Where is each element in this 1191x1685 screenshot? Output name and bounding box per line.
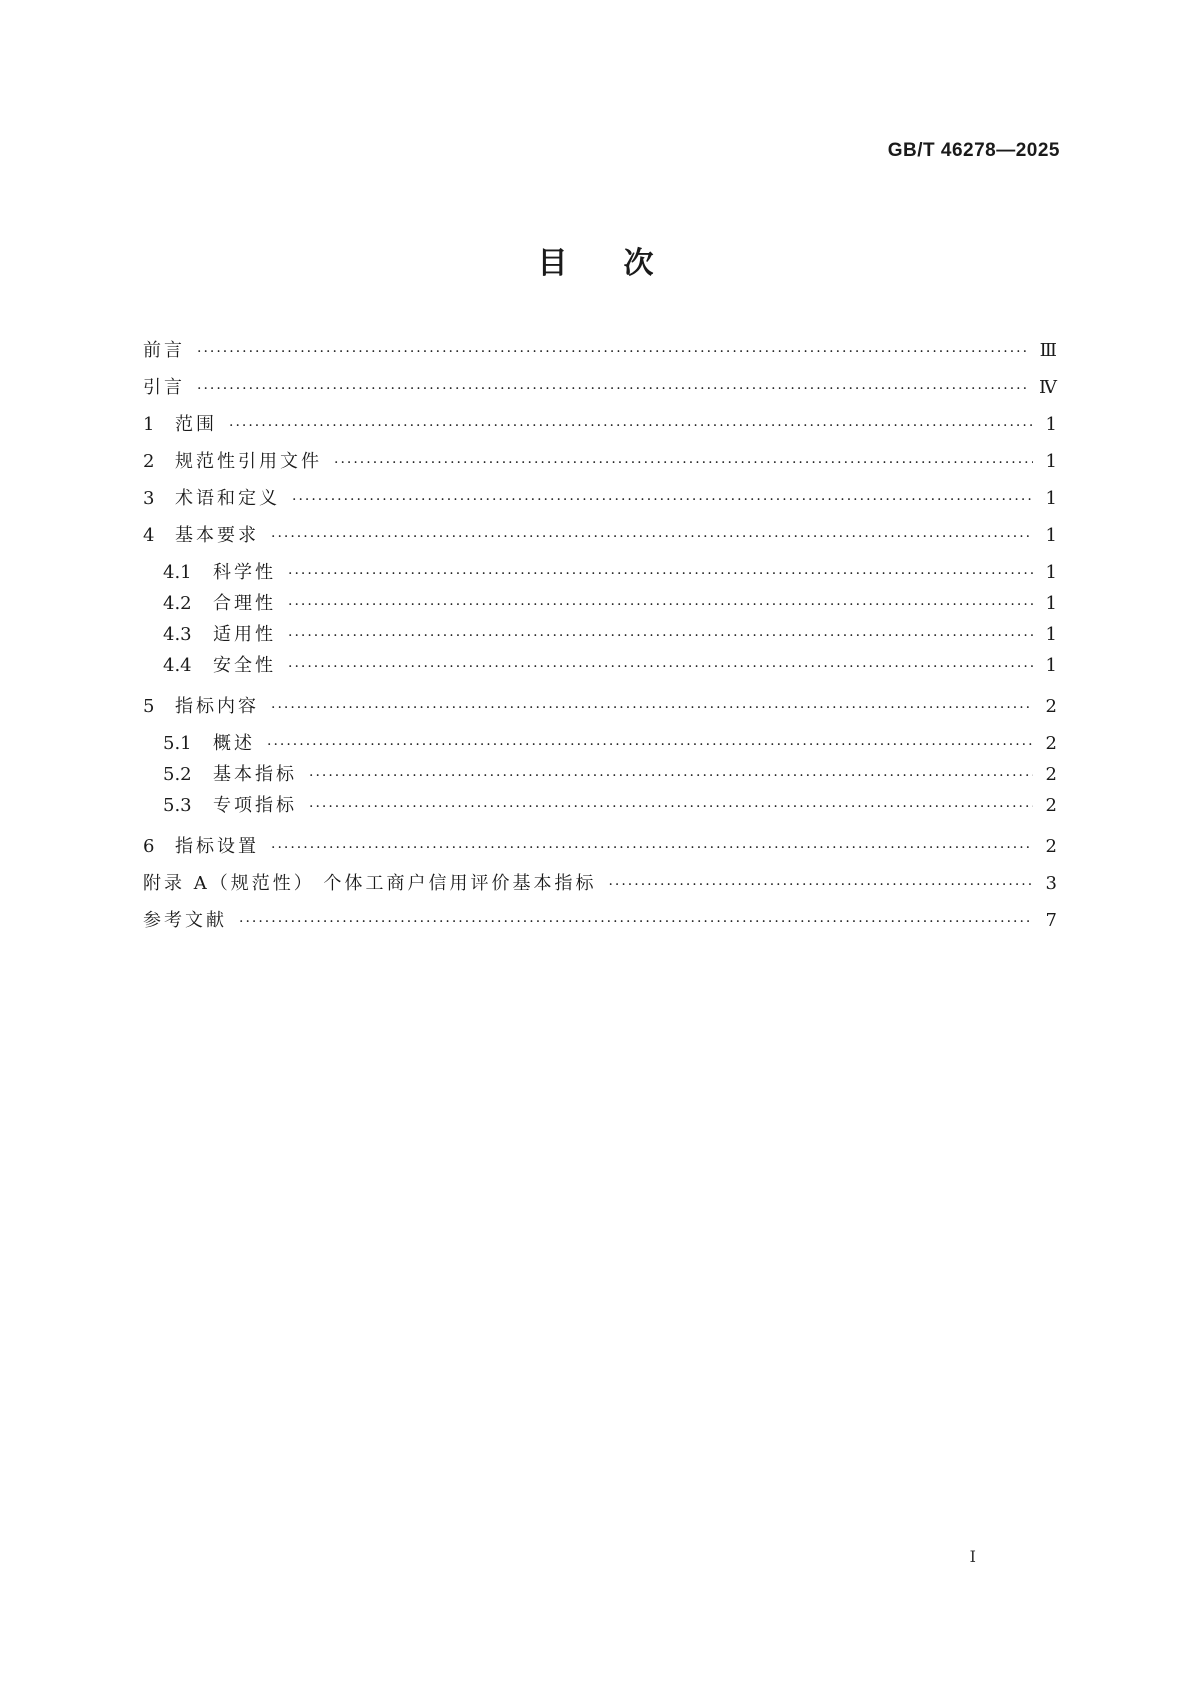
toc-number: 5 — [143, 696, 155, 717]
dot-leader — [309, 796, 1033, 818]
toc-label: 概述 — [213, 733, 255, 754]
toc-number: 4 — [143, 525, 155, 546]
dot-leader — [288, 563, 1033, 585]
toc-entry-4-4[interactable] — [143, 655, 1057, 696]
dot-leader — [271, 697, 1033, 719]
toc-number: 4.3 — [163, 624, 192, 645]
toc-number: 6 — [143, 836, 155, 857]
toc-page: 1 — [1045, 525, 1057, 546]
toc-page: 1 — [1045, 414, 1057, 435]
toc-entry-4-1[interactable] — [143, 562, 1057, 593]
toc-page: 7 — [1045, 910, 1057, 931]
toc-page: 2 — [1045, 764, 1057, 785]
dot-leader — [608, 874, 1033, 896]
toc-entry-scope[interactable] — [143, 414, 1057, 451]
toc-number: 4.2 — [163, 593, 192, 614]
toc-page: 1 — [1045, 451, 1057, 472]
toc-page: 2 — [1045, 836, 1057, 857]
toc-number: 1 — [143, 414, 155, 435]
toc-page: Ⅲ — [1039, 340, 1057, 361]
dot-leader — [334, 452, 1033, 474]
dot-leader — [288, 594, 1033, 616]
toc-entry-basic-requirements[interactable] — [143, 525, 1057, 562]
toc-page: 2 — [1045, 795, 1057, 816]
dot-leader — [309, 765, 1033, 787]
toc-label: 前言 — [143, 340, 185, 361]
toc-number: 5.2 — [163, 764, 192, 785]
toc-entry-terms[interactable] — [143, 488, 1057, 525]
toc-label: 基本指标 — [213, 764, 297, 785]
toc-label: 合理性 — [213, 593, 276, 614]
dot-leader — [288, 656, 1033, 678]
toc-entry-4-2[interactable] — [143, 593, 1057, 624]
dot-leader — [197, 341, 1030, 363]
toc-page: 1 — [1045, 488, 1057, 509]
dot-leader — [267, 734, 1033, 756]
dot-leader — [271, 526, 1033, 548]
toc-entry-indicator-content[interactable] — [143, 696, 1057, 733]
toc-page: 1 — [1045, 624, 1057, 645]
toc-page: 3 — [1045, 873, 1057, 894]
toc-number: 3 — [143, 488, 155, 509]
toc-entry-5-3[interactable] — [143, 795, 1057, 836]
toc-number: 5.1 — [163, 733, 192, 754]
dot-leader — [288, 625, 1033, 647]
toc-entry-foreword[interactable] — [143, 340, 1057, 377]
toc-label: 安全性 — [213, 655, 276, 676]
page-number: I — [969, 1547, 976, 1566]
page-title: 目次 — [537, 246, 710, 281]
toc-page: 1 — [1045, 593, 1057, 614]
dot-leader — [197, 378, 1029, 400]
table-of-contents — [143, 340, 1057, 947]
toc-page: 2 — [1045, 696, 1057, 717]
toc-label: 范围 — [175, 414, 217, 435]
dot-leader — [239, 911, 1033, 933]
standard-code: GB/T 46278—2025 — [887, 140, 1060, 161]
toc-entry-5-1[interactable] — [143, 733, 1057, 764]
toc-label: 引言 — [143, 377, 185, 398]
toc-entry-bibliography[interactable] — [143, 910, 1057, 947]
toc-number: 4.4 — [163, 655, 192, 676]
toc-number: 4.1 — [163, 562, 192, 583]
toc-label: 附录 A（规范性） 个体工商户信用评价基本指标 — [143, 873, 597, 894]
toc-label: 专项指标 — [213, 795, 297, 816]
dot-leader — [271, 837, 1033, 859]
toc-label: 规范性引用文件 — [175, 451, 322, 472]
dot-leader — [292, 489, 1033, 511]
toc-entry-normative-references[interactable] — [143, 451, 1057, 488]
toc-label: 科学性 — [213, 562, 276, 583]
toc-label: 指标设置 — [175, 836, 259, 857]
toc-label: 术语和定义 — [175, 488, 280, 509]
toc-page: 1 — [1045, 562, 1057, 583]
toc-label: 适用性 — [213, 624, 276, 645]
toc-label: 指标内容 — [175, 696, 259, 717]
toc-label: 参考文献 — [143, 910, 227, 931]
toc-entry-appendix-a[interactable] — [143, 873, 1057, 910]
dot-leader — [229, 415, 1033, 437]
toc-page: 2 — [1045, 733, 1057, 754]
toc-entry-4-3[interactable] — [143, 624, 1057, 655]
toc-number: 5.3 — [163, 795, 192, 816]
toc-page: Ⅳ — [1039, 377, 1057, 398]
toc-entry-indicator-settings[interactable] — [143, 836, 1057, 873]
toc-entry-introduction[interactable] — [143, 377, 1057, 414]
toc-page: 1 — [1045, 655, 1057, 676]
toc-label: 基本要求 — [175, 525, 259, 546]
toc-number: 2 — [143, 451, 155, 472]
toc-entry-5-2[interactable] — [143, 764, 1057, 795]
